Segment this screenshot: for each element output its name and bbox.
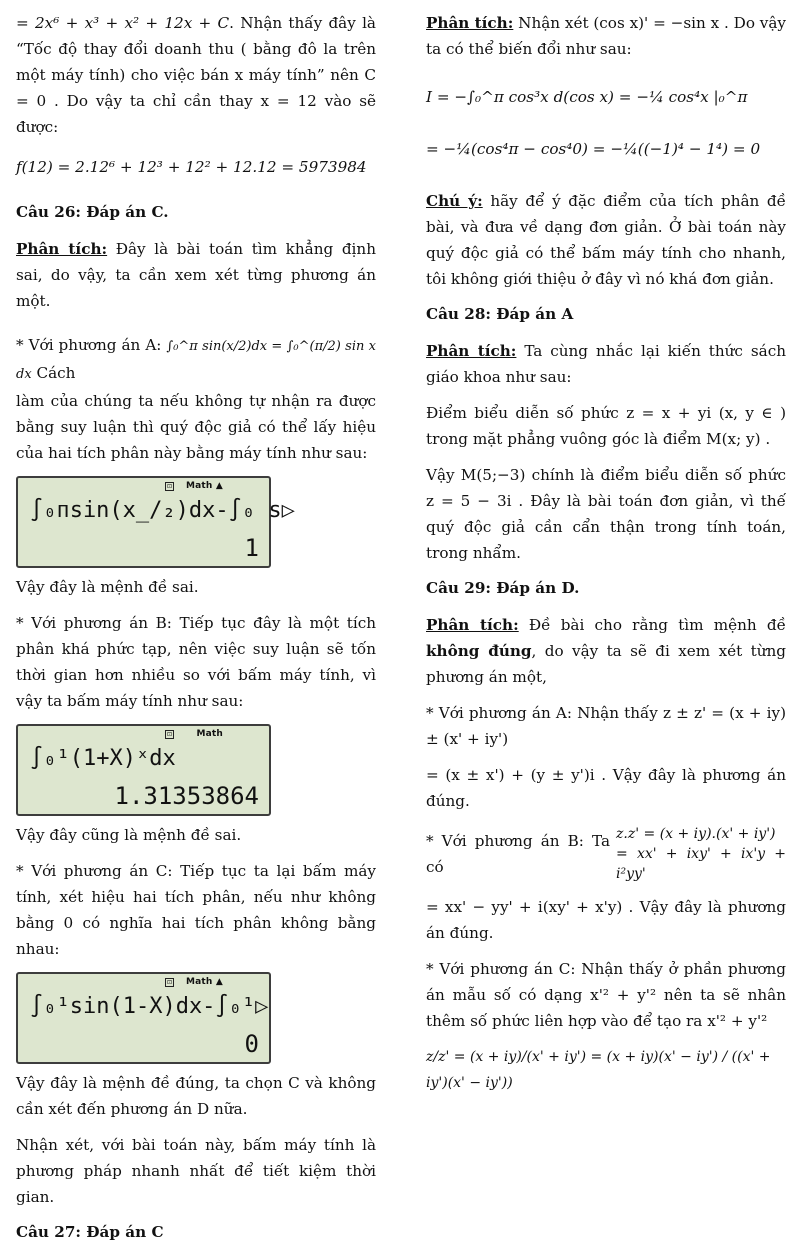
formula-f12 [16,154,376,180]
optA-text: làm của chúng ta nếu không tự nhận ra được bằng suy luận thì quý độc giả có thể lấy hiệu của hai tích phân này bằng máy tính như sau: [16,392,376,462]
q28-para-3: Vậy M(5;−3) chính là điểm biểu diễn số phức z = 5 − 3i . Đây là bài toán đơn giản, vì thế quý độc giả cần cẩn thận trong tính toán, trong nhẩm. [426,466,786,562]
formula-antiderivative: = 2x⁶ + x³ + x² + 12x + C [16,14,230,32]
calc3-result: 0 [244,1030,259,1058]
q29-optB-2: = xx' − yy' + i(xy' + x'y) . Vậy đây là phương án đúng. [426,898,786,942]
intro-text: . Nhận thấy đây là “Tốc độ thay đổi doanh thu ( bằng đô la trên một máy tính) cho việc bán x máy tính” nên C = 0 . Do vậy ta chỉ cần thay x = 12 vào sẽ được: [16,14,376,136]
q29-optB-f1: z.z' = (x + iy).(x' + iy') [616,826,776,842]
q29-optC: * Với phương án C: Nhận thấy ở phần phương án mẫu số có dạng x'² + y'² nên ta sẽ nhân thêm số phức liên hợp vào để tạo ra x'² + y'² [426,960,786,1030]
q29-optB-f2: = xx' + ixy' + ix'y + i²yy' [616,846,786,882]
q26-label: Phân tích: [16,240,108,258]
q27-analysis [426,10,786,62]
q29-optC-formula: z/z' = (x + iy)/(x' + iy') = (x + iy)(x' − iy') / ((x' + iy')(x' − iy')) [426,1049,771,1091]
q27-formula-1 [426,84,786,110]
left-column [16,10,376,1256]
q27-f2: = −¼(cos⁴π − cos⁴0) = −¼((−1)⁴ − 1⁴) = 0 [426,140,761,158]
q26-analysis [16,236,376,314]
calc3-indicator: ⊡ [166,979,173,986]
q29-optB [426,824,786,884]
remark: Nhận xét, với bài toán này, bấm máy tính là phương pháp nhanh nhất để tiết kiệm thời gian. [16,1136,376,1206]
calc1-mode: Math ▲ [186,481,223,491]
calculator-screen-3 [16,972,271,1064]
q29-label: Phân tích: [426,616,519,634]
optA-post: Cách [36,364,76,382]
q29-analysis [426,612,786,690]
calc3-mode: Math ▲ [186,977,223,987]
q28-text: Ta cùng nhắc lại kiến thức sách giáo khoa như sau: [426,342,786,386]
optA-conclusion: Vậy đây là mệnh đề sai. [16,578,199,596]
calc2-expression: ∫₀¹(1+X)ˣdx [30,746,176,771]
calc1-expression: ∫₀ᴨsin(x̲/₂)dx-∫₀ s▷ [30,498,295,523]
paragraph-intro [16,10,376,140]
optC-conclusion: Vậy đây là mệnh đề đúng, ta chọn C và không cần xét đến phương án D nữa. [16,1074,376,1118]
q29-text-a: Đề bài cho rằng tìm mệnh đề [518,616,786,634]
q29-optA-2: = (x ± x') + (y ± y')i . Vậy đây là phương án đúng. [426,766,786,810]
optB-text: * Với phương án B: Tiếp tục đây là một tích phân khá phức tạp, nên việc suy luận sẽ tốn thời gian hơn nhiều so với bấm máy tính, vì vậy ta bấm máy tính như sau: [16,614,376,710]
q27-text: Nhận xét (cos x)' = −sin x . Do vậy ta có thể biến đổi như sau: [426,14,787,58]
note [426,188,786,292]
optA-formula: ∫₀^π sin(x/2)dx = ∫₀^(π/2) sin x dx [16,339,376,382]
right-column [426,10,786,1106]
q29-optB-formulas [616,824,786,884]
q27-f1: I = −∫₀^π cos³x d(cos x) = −¼ cos⁴x |₀^π [426,88,748,106]
calc3-expression: ∫₀¹sin(1-X)dx-∫₀¹▷ [30,994,269,1019]
calculator-screen-2 [16,724,271,816]
q29-optB-pre: * Với phương án B: Ta có [426,832,611,876]
f12-result: f(12) = 2.12⁶ + 12³ + 12² + 12.12 = 5973984 [16,158,367,176]
q28-label: Phân tích: [426,342,517,360]
calc1-result: 1 [244,534,259,562]
q29-bold: không đúng [426,642,532,660]
q28-analysis [426,338,786,390]
calculator-screen-1 [16,476,295,568]
note-label: Chú ý: [426,192,483,210]
calc1-indicator: ⊡ [166,483,173,490]
q26-heading: Câu 26: Đáp án C. [16,203,169,221]
q29-heading: Câu 29: Đáp án D. [426,579,580,597]
q27-heading: Câu 27: Đáp án C [16,1223,164,1241]
q28-heading: Câu 28: Đáp án A [426,305,574,323]
optB-conclusion: Vậy đây cũng là mệnh đề sai. [16,826,242,844]
q26-text: Đây là bài toán tìm khẳng định sai, do vậy, ta cần xem xét từng phương án một. [16,240,376,310]
optC-text: * Với phương án C: Tiếp tục ta lại bấm máy tính, xét hiệu hai tích phân, nếu như không bằng 0 có nghĩa hai tích phân không bằng nhau: [16,862,376,958]
optA-line [16,332,376,388]
calc2-mode: Math [196,729,223,739]
q27-label: Phân tích: [426,14,514,32]
calc2-result: 1.31353864 [114,782,259,810]
q28-para-2: Điểm biểu diễn số phức z = x + yi (x, y ∈ ) trong mặt phẳng vuông góc là điểm M(x; y) . [426,404,786,448]
q29-text-b: , do vậy ta sẽ đi xem xét từng phương án một, [426,642,786,686]
q27-formula-2 [426,136,786,162]
optA-pre: * Với phương án A: [16,336,162,354]
calc2-indicator: ⊡ [166,731,173,738]
q29-optA: * Với phương án A: Nhận thấy z ± z' = (x + iy) ± (x' + iy') [426,704,786,748]
note-text: hãy để ý đặc điểm của tích phân đề bài, và đưa về dạng đơn giản. Ở bài toán này quý độc giả có thể bấm máy tính cho nhanh, tôi không giới thiệu ở đây vì nó khá đơn giản. [426,192,787,288]
